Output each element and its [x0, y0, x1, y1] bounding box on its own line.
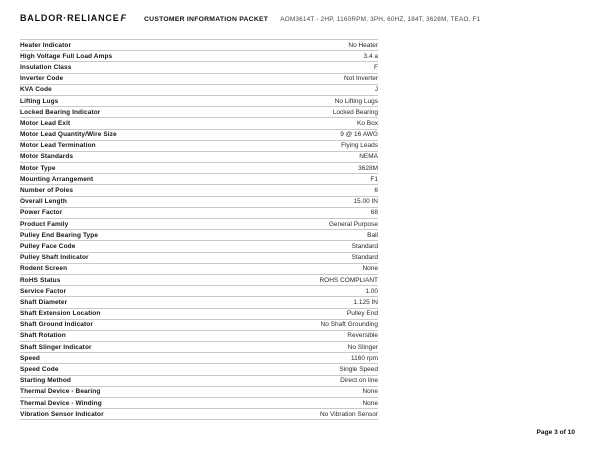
spec-value: F1	[370, 175, 378, 183]
document-title: CUSTOMER INFORMATION PACKET	[144, 16, 269, 23]
product-spec-line: AOM3614T - 2HP, 1160RPM, 3PH, 60HZ, 184T, 3628M, TEAO, F1	[280, 16, 481, 23]
spec-row	[20, 39, 378, 50]
spec-value: None	[362, 265, 378, 273]
spec-label: Lifting Lugs	[20, 97, 59, 105]
spec-label: Speed	[20, 354, 41, 362]
spec-label: Number of Poles	[20, 187, 74, 195]
spec-row	[20, 129, 378, 140]
spec-label: Shaft Ground Indicator	[20, 321, 93, 329]
spec-value: Direct on line	[340, 377, 378, 385]
spec-label: Motor Standards	[20, 153, 74, 161]
spec-label: Product Family	[20, 220, 69, 228]
spec-row	[20, 50, 378, 61]
spec-label: Pulley Shaft Indicator	[20, 254, 89, 262]
spec-row	[20, 151, 378, 162]
spec-label: Power Factor	[20, 209, 63, 217]
spec-row	[20, 375, 378, 386]
spec-row	[20, 117, 378, 128]
spec-value: J	[374, 86, 378, 94]
spec-row	[20, 352, 378, 363]
spec-value: Pulley End	[346, 310, 378, 318]
spec-label: Pulley End Bearing Type	[20, 231, 99, 239]
spec-label: Mounting Arrangement	[20, 175, 94, 183]
spec-label: Pulley Face Code	[20, 242, 76, 250]
spec-value: 15.00 IN	[353, 198, 378, 206]
spec-row	[20, 184, 378, 195]
spec-label: Service Factor	[20, 287, 67, 295]
spec-row	[20, 274, 378, 285]
page-number: Page 3 of 10	[536, 429, 575, 436]
spec-value: No Vibration Sensor	[319, 410, 378, 418]
spec-value: No Shaft Grounding	[320, 321, 378, 329]
spec-row	[20, 397, 378, 408]
spec-row	[20, 140, 378, 151]
spec-row	[20, 207, 378, 218]
spec-label: Motor Lead Exit	[20, 119, 71, 127]
spec-value: Reversible	[347, 332, 378, 340]
spec-value: None	[362, 399, 378, 407]
spec-row	[20, 196, 378, 207]
spec-value: Locked Bearing	[332, 108, 378, 116]
spec-value: 9 @ 16 AWG	[340, 131, 378, 139]
spec-row	[20, 386, 378, 397]
spec-label: Insulation Class	[20, 63, 72, 71]
spec-label: Shaft Slinger Indicator	[20, 343, 92, 351]
spec-value: Flying Leads	[341, 142, 378, 150]
spec-row	[20, 296, 378, 307]
spec-value: 6	[374, 187, 378, 195]
document-header	[20, 13, 580, 23]
spec-table	[20, 39, 378, 420]
spec-label: Thermal Device - Bearing	[20, 388, 101, 396]
spec-label: Starting Method	[20, 377, 71, 385]
spec-row	[20, 330, 378, 341]
spec-value: 3.4 a	[363, 52, 378, 60]
spec-value: 1.00	[365, 287, 378, 295]
spec-label: Overall Length	[20, 198, 67, 206]
spec-label: Locked Bearing Indicator	[20, 108, 101, 116]
spec-label: Speed Code	[20, 366, 59, 374]
spec-label: Shaft Rotation	[20, 332, 66, 340]
spec-value: No Heater	[348, 41, 378, 49]
spec-row	[20, 84, 378, 95]
spec-value: Standard	[351, 254, 378, 262]
spec-row	[20, 308, 378, 319]
spec-row	[20, 408, 378, 419]
spec-row	[20, 363, 378, 374]
spec-value: Standard	[351, 242, 378, 250]
spec-label: Motor Type	[20, 164, 56, 172]
spec-row	[20, 95, 378, 106]
spec-row	[20, 285, 378, 296]
spec-label: Motor Lead Termination	[20, 142, 96, 150]
spec-label: RoHS Status	[20, 276, 61, 284]
spec-label: Shaft Diameter	[20, 298, 68, 306]
spec-value: 68	[370, 209, 378, 217]
spec-label: Motor Lead Quantity/Wire Size	[20, 131, 117, 139]
spec-label: Inverter Code	[20, 75, 64, 83]
spec-row	[20, 73, 378, 84]
logo-f-mark: F	[120, 13, 126, 23]
spec-row	[20, 106, 378, 117]
spec-value: No Lifting Lugs	[334, 97, 378, 105]
spec-label: Vibration Sensor Indicator	[20, 410, 104, 418]
spec-label: Rodent Screen	[20, 265, 68, 273]
spec-label: High Voltage Full Load Amps	[20, 52, 113, 60]
spec-value: 1.125 IN	[353, 298, 378, 306]
spec-row	[20, 218, 378, 229]
spec-row	[20, 173, 378, 184]
spec-value: No Slinger	[347, 343, 378, 351]
spec-row	[20, 319, 378, 330]
spec-value: ROHS COMPLIANT	[319, 276, 378, 284]
spec-row	[20, 61, 378, 72]
spec-label: Shaft Extension Location	[20, 310, 101, 318]
spec-value: Not Inverter	[344, 75, 378, 83]
spec-label: KVA Code	[20, 86, 52, 94]
spec-value: Ko Box	[357, 119, 378, 127]
spec-value: 3628M	[358, 164, 378, 172]
spec-value: None	[362, 388, 378, 396]
baldor-reliance-logo: BALDOR·RELIANCE	[20, 13, 120, 23]
spec-row	[20, 240, 378, 251]
spec-value: NEMA	[359, 153, 378, 161]
spec-value: Single Speed	[339, 366, 378, 374]
spec-label: Thermal Device - Winding	[20, 399, 102, 407]
spec-value: 1160 rpm	[351, 354, 378, 362]
spec-row	[20, 162, 378, 173]
spec-row	[20, 229, 378, 240]
spec-row	[20, 341, 378, 352]
spec-row	[20, 252, 378, 263]
spec-value: F	[374, 63, 378, 71]
spec-label: Heater Indicator	[20, 41, 72, 49]
spec-value: General Purpose	[328, 220, 378, 228]
spec-value: Ball	[367, 231, 378, 239]
spec-row	[20, 263, 378, 274]
